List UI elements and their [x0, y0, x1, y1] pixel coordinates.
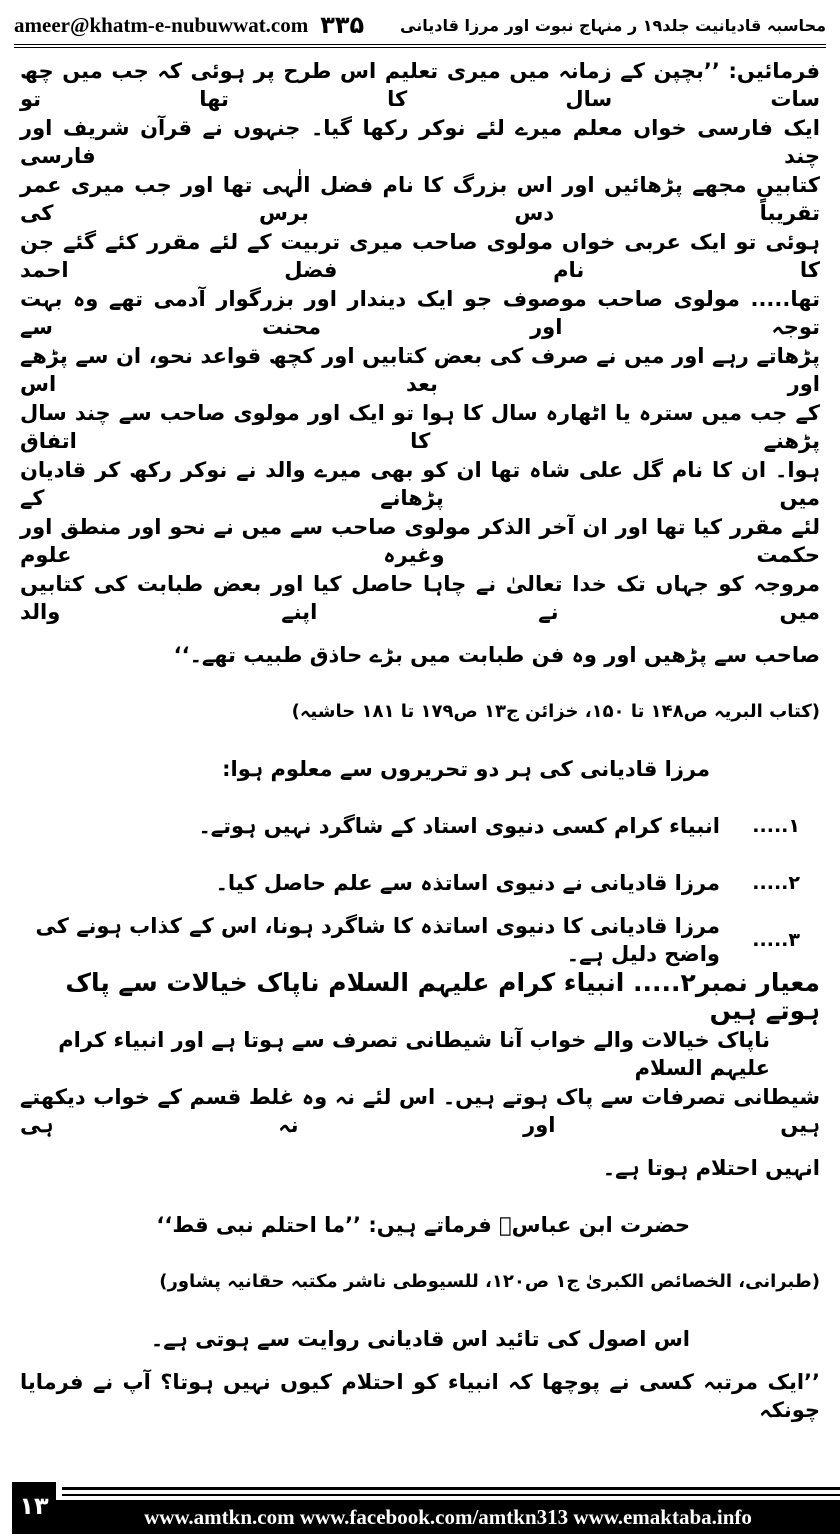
text-line: پڑھاتے رہے اور میں نے صرف کی بعض کتابیں اور کچھ قواعد نحو، ان سے پڑھے اور بعد اس [20, 343, 820, 396]
footer-rule [62, 1494, 840, 1496]
text-row [20, 227, 820, 284]
text-row [20, 569, 820, 626]
text-line: لئے مقرر کیا تھا اور ان آخر الذکر مولوی صاحب سے میں نے نحو اور منطق اور حکمت وغیرہ علوم [20, 514, 820, 567]
text-line: کے جب میں سترہ یا اٹھارہ سال کا ہوا تو ایک اور مولوی صاحب سے چند سال پڑھنے کا اتفاق [20, 400, 820, 453]
footer-links: www.amtkn.com www.facebook.com/amtkn313 www.emaktaba.info [56, 1500, 840, 1534]
text-row [20, 341, 820, 398]
point-row [20, 854, 820, 911]
text-line: مروجہ کو جہاں تک خدا تعالیٰ نے چاہا حاصل کیا اور بعض طبابت کی کتابیں میں نے اپنے والد [20, 571, 820, 624]
text-line: شیطانی تصرفات سے پاک ہوتے ہیں۔ اس لئے نہ وہ غلط قسم کے خواب دیکھتے ہیں اور نہ ہی [20, 1084, 820, 1137]
header-email: ameer@khatm-e-nubuwwat.com [14, 12, 309, 37]
quote-row [20, 1196, 820, 1253]
point-text: مرزا قادیانی نے دنیوی اساتذہ سے علم حاصل کیا۔ [215, 870, 720, 895]
text-line: ہوئی تو ایک عربی خواں مولوی صاحب میری تربیت کے لئے مقرر کئے گئے جن کا نام فضل احمد [20, 229, 820, 282]
point-text: مرزا قادیانی کا دنیوی اساتذہ کا شاگرد ہونا، اس کے کذاب ہونے کی واضح دلیل ہے۔ [35, 913, 720, 966]
footer-rule [62, 1487, 840, 1490]
point-row [20, 797, 820, 854]
text-line: ناپاک خیالات والے خواب آنا شیطانی تصرف سے ہوتا ہے اور انبیاء کرام علیہم السلام [58, 1027, 770, 1080]
quote: حضرت ابن عباسؓ فرماتے ہیں: ’’ما احتلم نبی قط‘‘ [156, 1212, 690, 1237]
section-heading: معیار نمبر۲..... انبیاء کرام علیہم السلام ناپاک خیالات سے پاک ہوتے ہیں [65, 967, 820, 1025]
footer-page-number: ۱۳ [12, 1482, 56, 1534]
text-row [20, 1025, 820, 1082]
text-row [20, 56, 820, 113]
text-line: کتابیں مجھے پڑھائیں اور اس بزرگ کا نام فضل الٰہی تھا اور جب میری عمر تقریباً دس برس کی [20, 172, 820, 225]
text-row [20, 284, 820, 341]
intro-row [20, 740, 820, 797]
text-line: تھا..... مولوی صاحب موصوف جو ایک دیندار اور بزرگوار آدمی تھے وہ بہت توجہ اور محنت سے [20, 286, 820, 339]
text-line: انہیں احتلام ہوتا ہے۔ [602, 1155, 820, 1180]
text-row [20, 626, 820, 683]
conclusion-intro: مرزا قادیانی کی ہر دو تحریروں سے معلوم ہوا: [222, 756, 710, 781]
text-row [20, 113, 820, 170]
text-line: ’’ایک مرتبہ کسی نے پوچھا کہ انبیاء کو احتلام کیوں نہیں ہوتا؟ آپ نے فرمایا چونکہ [20, 1369, 820, 1422]
point-number: ۳..... [752, 928, 800, 951]
text-row [20, 455, 820, 512]
text-row [20, 1082, 820, 1139]
header-title: محاسبہ قادیانیت جلد۱۹ ر منہاج نبوت اور مرزا قادیانی [400, 15, 826, 35]
text-line: فرمائیں: ’’بچپن کے زمانہ میں میری تعلیم اس طرح پر ہوئی کہ جب میں چھ سات سال کا تھا تو [20, 58, 820, 111]
text-row [20, 512, 820, 569]
point-text: انبیاء کرام کسی دنیوی استاد کے شاگرد نہیں ہوتے۔ [198, 813, 720, 838]
citation: (کتاب البریہ ص۱۴۸ تا ۱۵۰، خزائن ج۱۳ ص۱۷۹ تا ۱۸۱ حاشیہ) [291, 700, 820, 722]
heading-row [20, 968, 820, 1025]
text-row [20, 1367, 820, 1424]
text-row [20, 1139, 820, 1196]
citation: (طبرانی، الخصائص الکبریٰ ج۱ ص۱۲۰، للسیوطی ناشر مکتبہ حقانیہ پشاور) [159, 1270, 820, 1292]
text-row [20, 398, 820, 455]
text-line: ہوا۔ ان کا نام گل علی شاہ تھا ان کو بھی میرے والد نے نوکر رکھ کر قادیان میں پڑھانے کے [20, 457, 820, 510]
page-header [14, 6, 826, 48]
point-number: ۲..... [752, 871, 800, 894]
point-number: ۱..... [752, 814, 800, 837]
header-page-number: ۳۳۵ [320, 11, 365, 39]
citation-row [20, 1253, 820, 1310]
text-row [20, 1310, 820, 1367]
text-line: اس اصول کی تائید اس قادیانی روایت سے ہوتی ہے۔ [150, 1326, 690, 1351]
text-line: صاحب سے پڑھیں اور وہ فن طبابت میں بڑے حاذق طبیب تھے۔‘‘ [173, 642, 820, 667]
point-row [20, 911, 820, 968]
text-row [20, 170, 820, 227]
citation-row [20, 683, 820, 740]
text-line: ایک فارسی خواں معلم میرے لئے نوکر رکھا گیا۔ جنہوں نے قرآن شریف اور چند فارسی [20, 115, 820, 168]
page-body [20, 56, 820, 1424]
